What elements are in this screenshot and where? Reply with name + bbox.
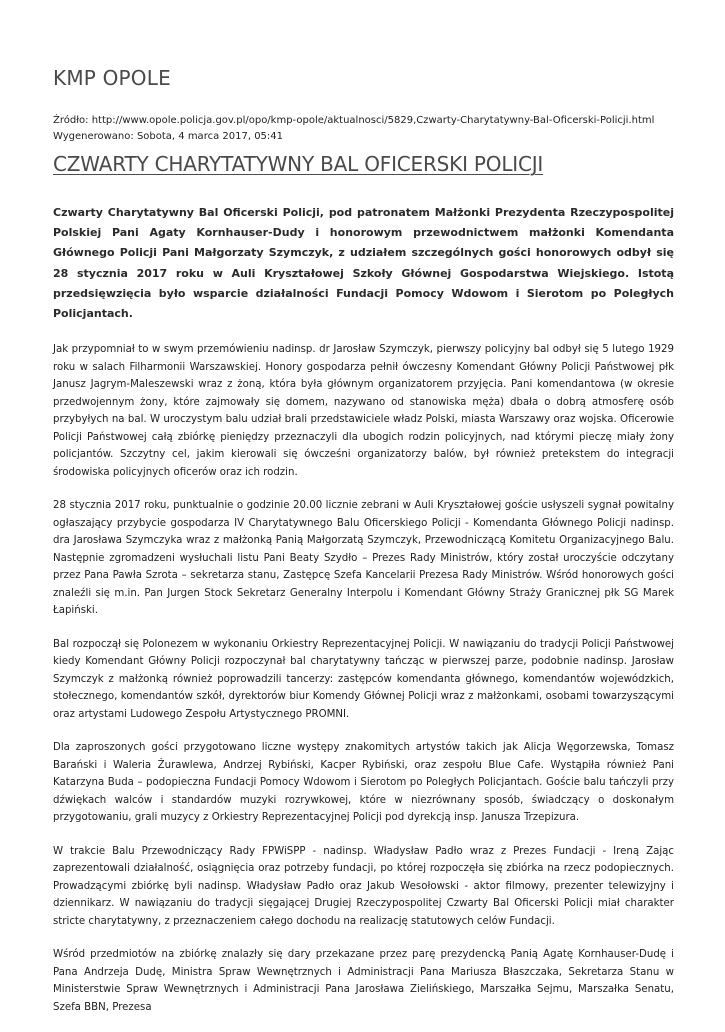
site-title: KMP OPOLE (53, 66, 171, 90)
article-content (53, 203, 674, 1032)
article-paragraph: Wśród przedmiotów na zbiórkę znalazły się dary przekazane przez parę prezydencką Panią Agatę Kornhauser-Dudę i Pana Andrzeja Dudę, Ministra Spraw Wewnętrznych i Administracji Pana Mariusza Błaszczaka, Sekretarza Stanu w Ministerstwie Spraw Wewnętrznych i Administracji Pana Jarosława Zielińskiego, Marszałka Sejmu, Marszałka Senatu, Szefa BBN, Prezesa (53, 949, 674, 1013)
generated-date-line: Wygenerowano: Sobota, 4 marca 2017, 05:41 (53, 131, 284, 142)
article-paragraph: Bal rozpoczął się Polonezem w wykonaniu Orkiestry Reprezentacyjnej Policji. W nawiązaniu do tradycji Policji Państwowej kiedy Komendant Główny Policji rozpoczynał bal charytatywny tańcząc w pierwszej parze, podobnie nadinsp. Jarosław Szymczyk z małżonką również poprowadzili tancerzy: zastępców komendanta głównego, komendantów wojewódzkich, stołecznego, komendantów szkół, dyrektorów biur Komendy Głównej Policji wraz z małżonkami, osobami towarzyszącymi oraz artystami Ludowego Zespołu Artystycznego PROMNI. (53, 638, 674, 720)
document-meta (53, 113, 693, 145)
article-paragraph: 28 stycznia 2017 roku, punktualnie o godzinie 20.00 licznie zebrani w Auli Kryształowej goście usłyszeli sygnał powitalny ogłaszający przybycie gospodarza IV Charytatywnego Balu Oficerskiego Policji - Komendanta Głównego Policji nadinsp. dra Jarosława Szymczyka wraz z małżonką Panią Małgorzatą Szymczyk, Przewodniczącą Komitetu Organizacyjnego Balu. Następnie zgromadzeni wysłuchali listu Pani Beaty Szydło – Prezes Rady Ministrów, który został uroczyście odczytany przez Pana Pawła Szrota – sekretarza stanu, Zastępcę Szefa Kancelarii Prezesa Rady Ministrów. Wśród honorowych gości znaleźli się m.in. Pan Jurgen Stock Sekretarz Generalny Interpolu i Komendant Główny Straży Granicznej płk SG Marek Łapiński. (53, 500, 674, 617)
article-paragraph: W trakcie Balu Przewodniczący Rady FPWiSPP - nadinsp. Władysław Padło wraz z Prezes Fundacji - Ireną Zając zaprezentowali działalność, osiągnięcia oraz potrzeby fundacji, po której rozpoczęła się zbiórka na rzecz podopiecznych. Prowadzącymi zbiórkę byli nadinsp. Władysław Padło oraz Jakub Wesołowski - aktor filmowy, prezenter telewizyjny i dziennikarz. W nawiązaniu do tradycji sięgającej Drugiej Rzeczypospolitej Czwarty Bal Oficerski Policji miał charakter stricte charytatywny, z przeznaczeniem całego dochodu na realizację statutowych celów Fundacji. (53, 845, 674, 927)
article-paragraph: Jak przypomniał to w swym przemówieniu nadinsp. dr Jarosław Szymczyk, pierwszy policyjny bal odbył się 5 lutego 1929 roku w salach Filharmonii Warszawskiej. Honory gospodarza pełnił ówczesny Komendant Główny Policji Państwowej płk Janusz Jagrym-Maleszewski wraz z żoną, która była głównym organizatorem przyjęcia. Pani komendantowa (w okresie przedwojennym żony, które zajmowały się domem, nazywano od stanowiska męża) dbała o dobrą atmosferę osób przybyłych na bal. W uroczystym balu udział brali przedstawiciele władz Polski, miasta Warszawy oraz wojska. Oficerowie Policji Państwowej całą zbiórkę pieniędzy przeznaczyli dla ubogich rodzin policyjnych, nad którymi pieczę miały żony policjantów. Szczytny cel, jakim kierowali się ówcześni organizatorzy balów, był również pretekstem do integracji środowiska policyjnych oficerów oraz ich rodzin. (53, 344, 674, 478)
article-paragraph: Dla zaproszonych gości przygotowano liczne występy znakomitych artystów takich jak Alicja Węgorzewska, Tomasz Barański i Waleria Żurawlewa, Andrzej Rybiński, Kacper Rybiński, oraz zespołu Blue Cafe. Wystąpiła również Pani Katarzyna Buda – podopieczna Fundacji Pomocy Wdowom i Sierotom po Poległych Policjantach. Goście balu tańczyli przy dźwiękach walców i standardów muzyki rozrywkowej, które w niezrównany sposób, świadczący o doskonałym przygotowaniu, grali muzycy z Orkiestry Reprezentacyjnej Policji pod dyrekcją insp. Janusza Trzepizura. (53, 742, 674, 824)
article-lead: Czwarty Charytatywny Bal Oficerski Policji, pod patronatem Małżonki Prezydenta Rzeczypospolitej Polskiej Pani Agaty Kornhauser-Dudy i honorowym przewodnictwem małżonki Komendanta Głównego Policji Pani Małgorzaty Szymczyk, z udziałem szczególnych gości honorowych odbył się 28 stycznia 2017 roku w Auli Kryształowej Szkoły Głównej Gospodarstwa Wiejskiego. Istotą przedsięwzięcia było wsparcie działalności Fundacji Pomocy Wdowom i Sierotom po Poległych Policjantach. (53, 206, 674, 321)
source-url-line: Źródło: http://www.opole.policja.gov.pl/opo/kmp-opole/aktualnosci/5829,Czwarty-Charytatywny-Bal-Oficerski-Policji.html (53, 115, 655, 126)
article-title: CZWARTY CHARYTATYWNY BAL OFICERSKI POLICJI (53, 152, 544, 176)
